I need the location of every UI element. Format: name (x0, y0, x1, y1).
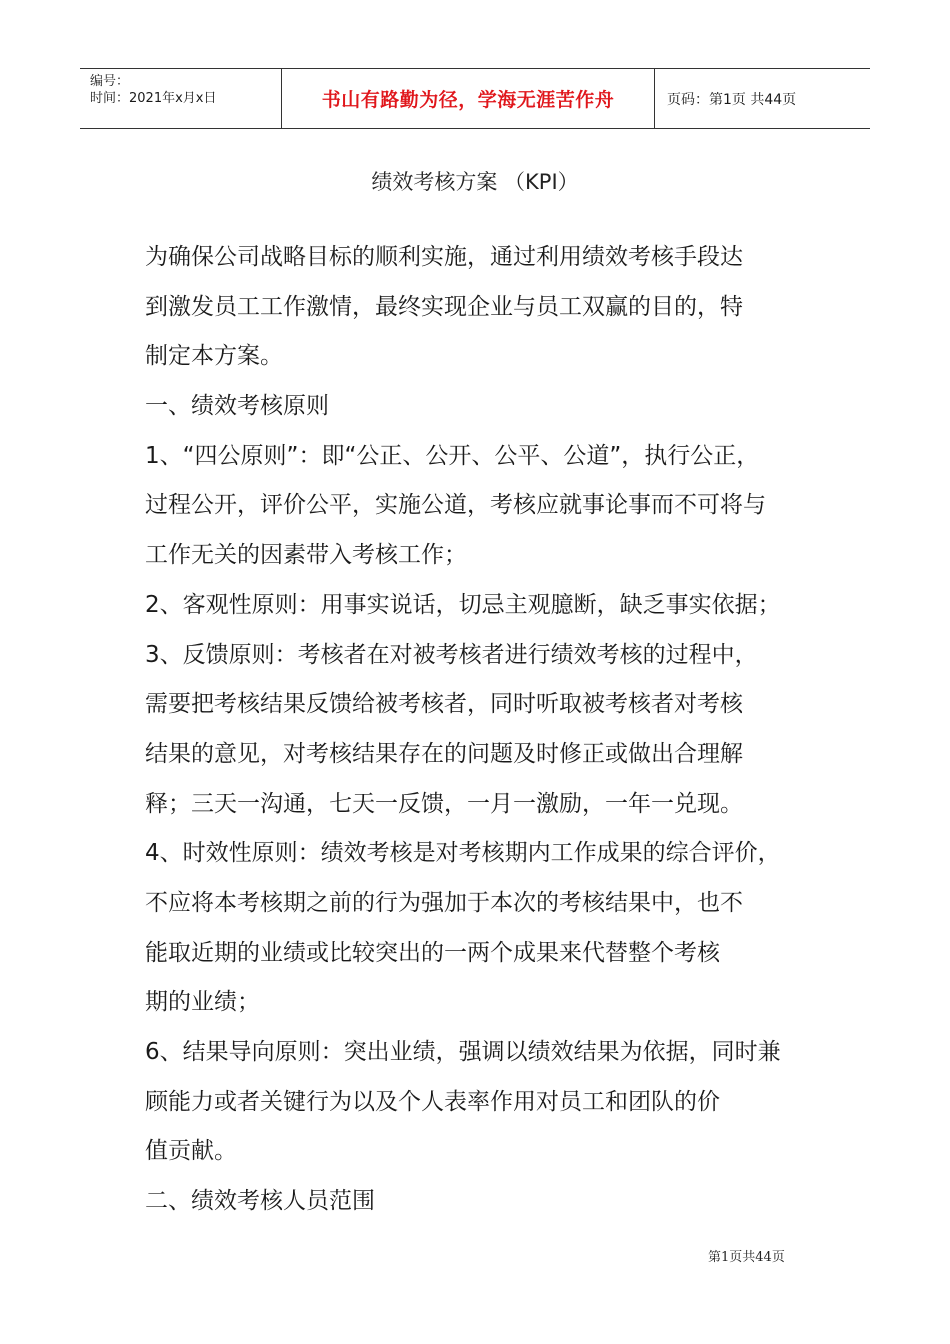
motto-text: 书山有路勤为径，学海无涯苦作舟 (321, 89, 615, 111)
text-line: 到激发员工工作激情，最终实现企业与员工双赢的目的，特 (145, 293, 743, 320)
text-line: 值贡献。 (145, 1138, 237, 1165)
text-line: 为确保公司战略目标的顺利实施，通过利用绩效考核手段达 (145, 244, 743, 270)
section-heading: 一、绩效考核原则 (145, 393, 329, 420)
text-line: 4、时效性原则：绩效考核是对考核期内工作成果的综合评价， (145, 840, 781, 867)
text-line: 6、结果导向原则：突出业绩，强调以绩效结果为依据，同时兼 (145, 1039, 781, 1065)
header-motto-cell (282, 69, 655, 128)
text-line: 2、客观性原则：用事实说话，切忌主观臆断，缺乏事实依据； (145, 591, 781, 618)
page-footer: 第1页共44页 (708, 1250, 785, 1265)
text-line: 制定本方案。 (145, 343, 283, 370)
text-line: 3、反馈原则：考核者在对被考核者进行绩效考核的过程中， (145, 641, 758, 668)
text-line: 工作无关的因素带入考核工作； (145, 542, 467, 569)
page-header (80, 68, 870, 129)
text-line: 不应将本考核期之前的行为强加于本次的考核结果中，也不 (145, 889, 743, 916)
header-page-cell (655, 69, 870, 128)
text-line: 需要把考核结果反馈给被考核者，同时听取被考核者对考核 (145, 691, 743, 718)
text-line: 能取近期的业绩或比较突出的一两个成果来代替整个考核 (145, 939, 720, 966)
document-body (145, 233, 825, 1227)
text-line: 顾能力或者关键行为以及个人表率作用对员工和团队的价 (145, 1088, 720, 1115)
text-line: 过程公开，评价公平，实施公道，考核应就事论事而不可将与 (145, 492, 766, 519)
code-label: 编号： (90, 74, 130, 89)
time-label: 时间：2021年x月x日 (90, 91, 217, 106)
text-line: 1、“四公原则”：即“公正、公开、公平、公道”，执行公正， (145, 442, 760, 469)
document-title: 绩效考核方案 （KPI） (371, 170, 579, 194)
header-meta-cell (80, 69, 282, 128)
page-info: 页码：第1页 共44页 (667, 91, 797, 108)
text-line: 结果的意见，对考核结果存在的问题及时修正或做出合理解 (145, 740, 743, 767)
section-heading: 二、绩效考核人员范围 (145, 1188, 375, 1215)
text-line: 释；三天一沟通，七天一反馈，一月一激励，一年一兑现。 (145, 790, 743, 817)
text-line: 期的业绩； (145, 989, 260, 1016)
